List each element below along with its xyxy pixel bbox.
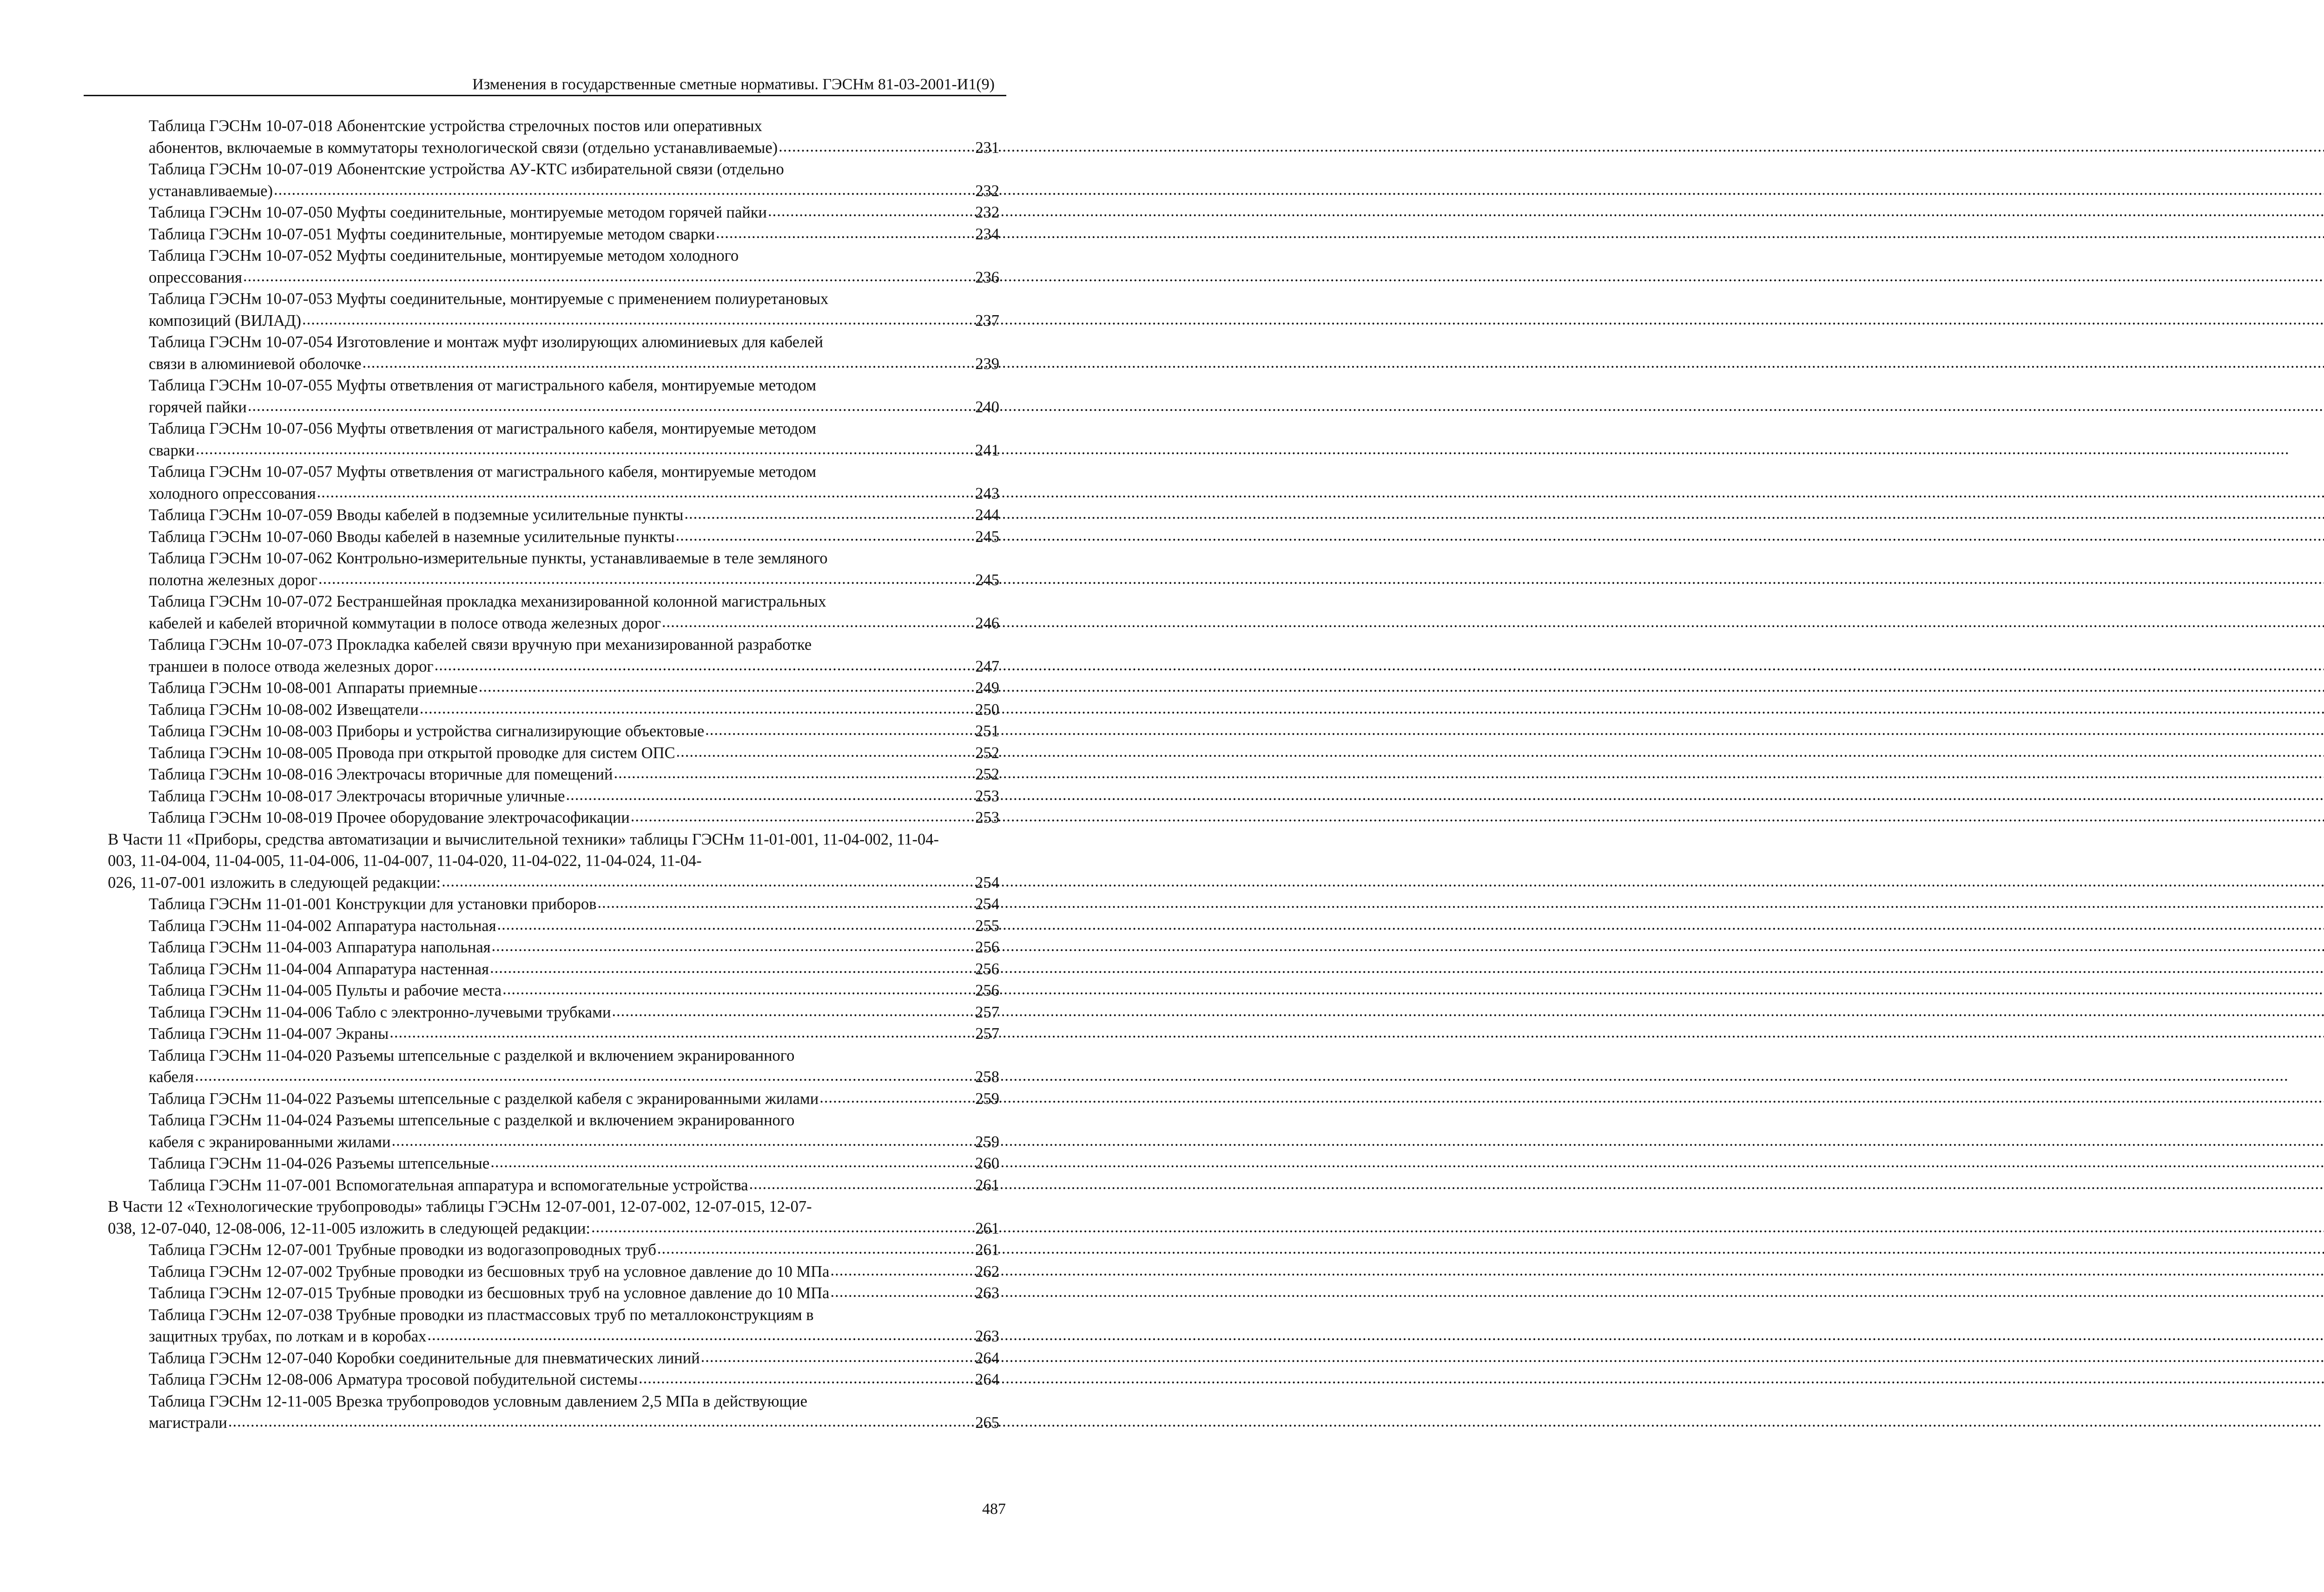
dot-leader	[196, 438, 973, 460]
toc-entry-title-start: Таблица ГЭСНм 12-11-005 Врезка трубопроводов условным давлением 2,5 МПа в действующие	[149, 1392, 807, 1410]
toc-entry-line	[149, 807, 999, 829]
toc-entry-title: Таблица ГЭСНм 10-08-016 Электрочасы вторичные для помещений	[149, 766, 613, 783]
dot-leader	[391, 1130, 973, 1152]
toc-entry-line	[149, 310, 999, 332]
toc-entry-title: кабеля	[149, 1068, 194, 1086]
toc-entry-line	[149, 937, 999, 958]
toc-entry-line	[149, 1326, 999, 1348]
toc-entry-title-start: Таблица ГЭСНм 10-07-073 Прокладка кабелей связи вручную при механизированной разработке	[149, 636, 812, 654]
dot-leader	[228, 1411, 973, 1433]
toc-entry-title: Таблица ГЭСНм 10-07-060 Вводы кабелей в наземные усилительные пункты	[149, 528, 675, 546]
toc-entry-page: 260	[975, 1155, 999, 1172]
toc-entry-title: Таблица ГЭСНм 12-07-040 Коробки соединительные для пневматических линий	[149, 1349, 700, 1367]
toc-entry-title-start: Таблица ГЭСНм 10-07-054 Изготовление и монтаж муфт изолирующих алюминиевых для кабелей	[149, 333, 824, 351]
toc-entry-page: 256	[975, 938, 999, 956]
toc-entry-title-start: Таблица ГЭСНм 10-07-019 Абонентские устройства АУ-КТС избирательной связи (отдельно	[149, 160, 784, 178]
toc-entry-page: 239	[975, 355, 999, 373]
toc-entry	[108, 461, 999, 504]
toc-entry-title-start: Таблица ГЭСНм 12-07-038 Трубные проводки из пластмассовых труб по металлоконструкциям в	[149, 1306, 814, 1324]
toc-entry-title: Таблица ГЭСНм 11-04-022 Разъемы штепсельные с разделкой кабеля с экранированными жилами	[149, 1090, 819, 1108]
toc-entry	[108, 677, 999, 699]
toc-entry-page: 250	[975, 700, 999, 719]
dot-leader	[657, 1238, 973, 1260]
toc-entry-title: Таблица ГЭСНм 10-08-003 Приборы и устройства сигнализирующие объектовые	[149, 722, 705, 740]
toc-entry-title: кабеля с экранированными жилами	[149, 1133, 391, 1151]
toc-entry-page: 252	[975, 766, 999, 783]
toc-entry	[108, 699, 999, 721]
dot-leader	[639, 1367, 973, 1389]
toc-entry-title-start: Таблица ГЭСНм 11-04-020 Разъемы штепсельные с разделкой и включением экранированного	[149, 1046, 795, 1064]
dot-leader	[819, 1087, 973, 1109]
dot-leader	[614, 762, 973, 784]
toc-entry-page: 254	[975, 895, 999, 913]
toc-entry-line	[149, 353, 999, 375]
toc-entry-page: 257	[975, 1003, 999, 1021]
dot-leader	[830, 1281, 973, 1303]
dot-leader	[662, 611, 973, 633]
dot-leader	[390, 1022, 973, 1044]
toc-entry-title-start: Таблица ГЭСНм 10-07-062 Контрольно-измерительные пункты, устанавливаемые в теле земляного	[149, 549, 828, 567]
toc-entry-page: 258	[975, 1068, 999, 1086]
toc-entry	[108, 720, 999, 742]
toc-entry-line	[149, 720, 999, 742]
toc-entry	[108, 958, 999, 980]
toc-entry	[108, 1023, 999, 1045]
toc-entry-page: 263	[975, 1328, 999, 1345]
toc-entry-page: 256	[975, 982, 999, 999]
toc-entry-title: Таблица ГЭСНм 10-07-051 Муфты соединительные, монтируемые методом сварки	[149, 225, 715, 243]
dot-leader	[684, 503, 973, 525]
toc-entry-title: Таблица ГЭСНм 10-07-059 Вводы кабелей в подземные усилительные пункты	[149, 506, 684, 524]
dot-leader	[195, 1065, 973, 1087]
toc-entry-page: 264	[975, 1349, 999, 1367]
toc-entry-title-start: Таблица ГЭСНм 11-04-024 Разъемы штепсельные с разделкой и включением экранированного	[149, 1111, 795, 1129]
toc-entry-line	[149, 677, 999, 699]
toc-entry-title: Таблица ГЭСНм 11-01-001 Конструкции для установки приборов	[149, 895, 597, 913]
toc-entry-title-start: Таблица ГЭСНм 10-07-053 Муфты соединительные, монтируемые с применением полиуретановых	[149, 290, 829, 308]
toc-entry-page: 262	[975, 1262, 999, 1281]
toc-entry-title: холодного опрессования	[149, 484, 316, 502]
toc-entry-line	[149, 267, 999, 289]
toc-entry	[108, 202, 999, 224]
toc-entry-page: 253	[975, 809, 999, 826]
toc-entry-title: горячей пайки	[149, 398, 247, 416]
toc-entry-title-start: В Части 11 «Приборы, средства автоматизации и вычислительной техники» таблицы ГЭСНм 11-01-001, 11-04-002, 11-04-003, 11-04-004, 11-04-005, 11-04-006, 11-04-007, 11-04-020, 11-04-022, 11-04-024, 11-04-	[108, 830, 939, 870]
toc-entry-title: Таблица ГЭСНм 11-04-004 Аппаратура настенная	[149, 960, 489, 978]
toc-entry-page: 249	[975, 679, 999, 697]
toc-entry-title: Таблица ГЭСНм 11-04-003 Аппаратура напольная	[149, 938, 491, 956]
toc-entry-title-start: В Части 12 «Технологические трубопроводы» таблицы ГЭСНм 12-07-001, 12-07-002, 12-07-015, 12-07-	[108, 1198, 812, 1215]
toc-entry-line	[149, 1023, 999, 1045]
dot-leader	[490, 1151, 973, 1173]
toc-entry-line	[149, 224, 999, 245]
toc-entry	[108, 375, 999, 418]
toc-entry	[108, 1002, 999, 1024]
toc-entry	[108, 1196, 999, 1239]
toc-entry-page: 234	[975, 225, 999, 243]
dot-leader	[631, 806, 974, 827]
toc-entry	[108, 829, 999, 894]
dot-leader	[701, 1346, 974, 1368]
toc-entry-page: 243	[975, 484, 999, 502]
toc-entry-line	[149, 1153, 999, 1175]
toc-entry-line	[149, 137, 999, 159]
toc-entry-page: 261	[975, 1219, 999, 1237]
toc-entry	[108, 418, 999, 461]
toc-entry-title-start: Таблица ГЭСНм 10-07-018 Абонентские устройства стрелочных постов или оперативных	[149, 117, 762, 135]
toc-entry-title: Таблица ГЭСНм 11-04-006 Табло с электронно-лучевыми трубками	[149, 1003, 611, 1021]
toc-entry-page: 232	[975, 182, 999, 200]
toc-entry-title-start: Таблица ГЭСНм 10-07-072 Бестраншейная прокладка механизированной колонной магистральных	[149, 593, 826, 610]
toc-entry-page: 246	[975, 614, 999, 632]
toc-entry-line	[149, 569, 999, 591]
toc-entry-title: связи в алюминиевой оболочке	[149, 355, 362, 373]
toc-entry-page: 252	[975, 744, 999, 762]
toc-entry	[108, 786, 999, 807]
toc-entry-page: 259	[975, 1133, 999, 1151]
toc-entry-page: 232	[975, 204, 999, 221]
toc-entry-title: Таблица ГЭСНм 11-04-002 Аппаратура настольная	[149, 917, 496, 935]
toc-entry-page: 240	[975, 398, 999, 416]
toc-entry	[108, 980, 999, 1002]
dot-leader	[435, 654, 974, 676]
toc-entry-title: Таблица ГЭСНм 12-07-015 Трубные проводки из бесшовных труб на условное давление до 10 МПа	[149, 1284, 830, 1302]
toc-entry-line	[149, 742, 999, 764]
dot-leader	[427, 1324, 973, 1346]
toc-entry	[108, 742, 999, 764]
toc-entry-line	[108, 1218, 999, 1240]
toc-entry-title: Таблица ГЭСНм 12-08-006 Арматура тросовой побудительной системы	[149, 1371, 638, 1388]
toc-entry-page: 245	[975, 571, 999, 589]
dot-leader	[749, 1173, 974, 1195]
toc-entry-page: 265	[975, 1414, 999, 1432]
toc-entry-page: 261	[975, 1241, 999, 1259]
toc-entry-page: 241	[975, 441, 999, 459]
toc-entry-line	[149, 915, 999, 937]
dot-leader	[830, 1260, 973, 1282]
toc-entry-title-start: Таблица ГЭСНм 10-07-052 Муфты соединительные, монтируемые методом холодного	[149, 247, 739, 264]
toc-entry	[108, 915, 999, 937]
toc-entry-page: 256	[975, 960, 999, 978]
toc-entry-line	[149, 202, 999, 224]
toc-entry	[108, 1304, 999, 1348]
toc-entry-line	[108, 872, 999, 894]
toc-entry-title: абонентов, включаемые в коммутаторы технологической связи (отдельно устанавливаемые)	[149, 139, 778, 157]
toc-entry	[108, 1282, 999, 1304]
toc-entry-line	[149, 1131, 999, 1153]
toc-entry-title: Таблица ГЭСНм 12-07-001 Трубные проводки из водогазопроводных труб	[149, 1241, 656, 1259]
dot-leader	[318, 568, 973, 590]
dot-leader	[442, 871, 973, 892]
toc-entry-title-start: Таблица ГЭСНм 10-07-055 Муфты ответвления от магистрального кабеля, монтируемые методом	[149, 377, 817, 394]
dot-leader	[248, 395, 973, 417]
toc-entry	[108, 1369, 999, 1391]
toc-entry	[108, 224, 999, 245]
toc-entry-title: Таблица ГЭСНм 10-08-017 Электрочасы вторичные уличные	[149, 787, 565, 805]
dot-leader	[612, 1000, 973, 1022]
toc-entry	[108, 288, 999, 331]
dot-leader	[597, 892, 973, 914]
toc-entry-line	[149, 1002, 999, 1024]
toc-entry	[108, 634, 999, 677]
dot-leader	[566, 784, 973, 806]
dot-leader	[479, 676, 974, 698]
table-of-contents	[108, 115, 999, 1434]
toc-entry	[108, 1045, 999, 1088]
toc-entry-page: 254	[975, 873, 999, 892]
toc-entry	[108, 937, 999, 958]
toc-entry	[108, 1348, 999, 1369]
toc-entry-title: Таблица ГЭСНм 11-04-005 Пульты и рабочие места	[149, 982, 502, 999]
toc-entry-title-start: Таблица ГЭСНм 10-07-057 Муфты ответвления от магистрального кабеля, монтируемые методом	[149, 463, 817, 481]
dot-leader	[243, 265, 973, 287]
toc-entry	[108, 893, 999, 915]
toc-entry-page: 245	[975, 528, 999, 546]
toc-entry	[108, 1391, 999, 1434]
toc-entry-line	[149, 1239, 999, 1261]
toc-entry-line	[149, 440, 999, 462]
toc-entry	[108, 764, 999, 786]
toc-entry	[108, 115, 999, 159]
dot-leader	[779, 136, 973, 158]
toc-entry-line	[149, 1369, 999, 1391]
toc-entry	[108, 526, 999, 548]
toc-entry	[108, 159, 999, 202]
toc-entry	[108, 1088, 999, 1110]
dot-leader	[716, 222, 973, 244]
toc-entry-page: 264	[975, 1371, 999, 1388]
toc-entry	[108, 1261, 999, 1283]
toc-entry-line	[149, 1175, 999, 1196]
toc-entry	[108, 331, 999, 375]
toc-entry-line	[149, 1348, 999, 1369]
toc-entry-line	[149, 1261, 999, 1283]
dot-leader	[502, 978, 973, 1000]
toc-entry-page: 263	[975, 1284, 999, 1302]
page-number: 487	[982, 1500, 1006, 1518]
toc-entry-line	[149, 699, 999, 721]
dot-leader	[497, 914, 973, 936]
toc-entry-line	[149, 396, 999, 418]
toc-entry-page: 236	[975, 268, 999, 286]
toc-entry-title: Таблица ГЭСНм 10-08-002 Извещатели	[149, 700, 419, 719]
toc-entry-title: Таблица ГЭСНм 11-07-001 Вспомогательная аппаратура и вспомогательные устройства	[149, 1176, 748, 1194]
toc-entry-title: траншеи в полосе отвода железных дорог	[149, 657, 434, 675]
toc-entry-title: Таблица ГЭСНм 11-04-026 Разъемы штепсельные	[149, 1155, 490, 1172]
header-rule	[84, 95, 1006, 96]
toc-entry-line	[149, 764, 999, 786]
toc-entry-title: композиций (ВИЛАД)	[149, 311, 302, 330]
toc-entry-title: Таблица ГЭСНм 11-04-007 Экраны	[149, 1025, 389, 1043]
toc-entry-page: 261	[975, 1176, 999, 1194]
toc-entry	[108, 807, 999, 829]
dot-leader	[317, 482, 974, 503]
toc-entry	[108, 1175, 999, 1196]
toc-entry-line	[149, 613, 999, 634]
toc-entry-title: Таблица ГЭСНм 12-07-002 Трубные проводки из бесшовных труб на условное давление до 10 МПа	[149, 1262, 830, 1281]
toc-entry	[108, 548, 999, 591]
dot-leader	[420, 698, 973, 720]
dot-leader	[591, 1216, 973, 1238]
toc-entry-title: опрессования	[149, 268, 242, 286]
dot-leader	[362, 352, 973, 374]
toc-entry-line	[149, 958, 999, 980]
toc-entry-line	[149, 1088, 999, 1110]
toc-entry-page: 247	[975, 657, 999, 675]
toc-entry-title: защитных трубах, по лоткам и в коробах	[149, 1328, 427, 1345]
toc-entry	[108, 1239, 999, 1261]
toc-entry-line	[149, 1412, 999, 1434]
dot-leader	[676, 741, 974, 763]
toc-entry-title: Таблица ГЭСНм 10-08-001 Аппараты приемные	[149, 679, 478, 697]
toc-entry-title-start: Таблица ГЭСНм 10-07-056 Муфты ответвления от магистрального кабеля, монтируемые методом	[149, 420, 817, 437]
toc-entry	[108, 245, 999, 288]
toc-entry	[108, 1153, 999, 1175]
dot-leader	[274, 179, 973, 201]
toc-entry-page: 257	[975, 1025, 999, 1043]
toc-entry-line	[149, 504, 999, 526]
toc-entry	[108, 1110, 999, 1153]
toc-entry-title: полотна железных дорог	[149, 571, 317, 589]
toc-entry-page: 253	[975, 787, 999, 805]
dot-leader	[768, 200, 973, 222]
toc-entry-title: кабелей и кабелей вторичной коммутации в полосе отвода железных дорог	[149, 614, 661, 632]
toc-entry-title: 038, 12-07-040, 12-08-006, 12-11-005 изложить в следующей редакции:	[108, 1219, 591, 1237]
document-page	[0, 0, 1098, 1592]
dot-leader	[492, 935, 974, 957]
toc-entry-title: устанавливаемые)	[149, 182, 273, 200]
toc-entry-line	[149, 1282, 999, 1304]
toc-entry-page: 244	[975, 506, 999, 524]
toc-entry-line	[149, 1066, 999, 1088]
toc-entry-line	[149, 656, 999, 678]
dot-leader	[302, 309, 973, 330]
toc-entry	[108, 591, 999, 634]
toc-entry	[108, 504, 999, 526]
toc-entry-title: Таблица ГЭСНм 10-08-019 Прочее оборудование электрочасофикации	[149, 809, 630, 826]
toc-entry-page: 251	[975, 722, 999, 740]
toc-entry-line	[149, 483, 999, 505]
toc-entry-title: сварки	[149, 441, 195, 459]
toc-entry-title: магистрали	[149, 1414, 227, 1432]
toc-entry-line	[149, 980, 999, 1002]
running-header: Изменения в государственные сметные нормативы. ГЭСНм 81-03-2001-И1(9)	[472, 76, 995, 93]
toc-entry-line	[149, 893, 999, 915]
dot-leader	[490, 957, 973, 979]
dot-leader	[675, 525, 973, 547]
toc-entry-page: 237	[975, 311, 999, 330]
toc-entry-title: Таблица ГЭСНм 10-07-050 Муфты соединительные, монтируемые методом горячей пайки	[149, 204, 767, 221]
toc-entry-page: 231	[975, 139, 999, 157]
dot-leader	[705, 719, 973, 741]
toc-entry-title: 026, 11-07-001 изложить в следующей редакции:	[108, 873, 441, 892]
toc-entry-line	[149, 786, 999, 807]
toc-entry-line	[149, 526, 999, 548]
toc-entry-page: 255	[975, 917, 999, 935]
toc-entry-line	[149, 180, 999, 202]
toc-entry-page: 259	[975, 1090, 999, 1108]
toc-entry-title: Таблица ГЭСНм 10-08-005 Провода при открытой проводке для систем ОПС	[149, 744, 675, 762]
